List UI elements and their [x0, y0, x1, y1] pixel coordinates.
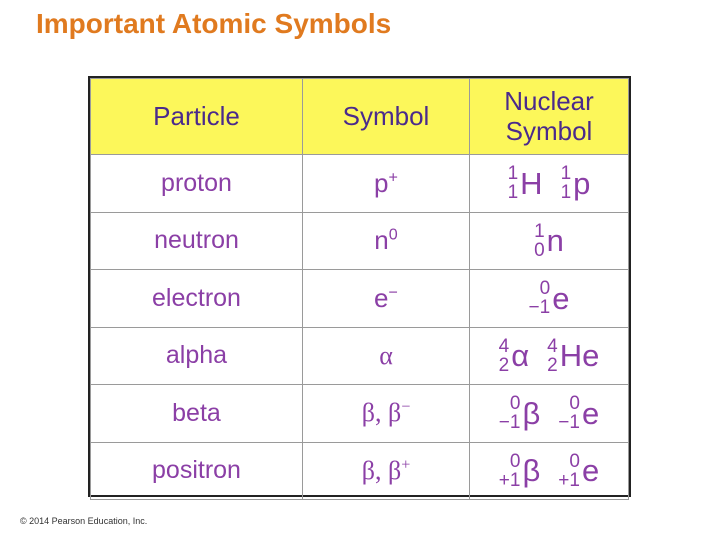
header-particle: Particle: [91, 79, 303, 155]
nuclear-notation: [534, 222, 564, 260]
mass-number: 1: [560, 163, 572, 185]
mass-number: 4: [547, 335, 558, 357]
element-symbol: β: [522, 453, 541, 489]
symbol-base: β, β: [361, 398, 402, 428]
table-header-row: [91, 79, 629, 155]
atomic-number: −1: [498, 412, 521, 434]
table-row-beta: [91, 385, 629, 443]
particle-name: proton: [91, 155, 303, 213]
mass-atomic-stack: [561, 164, 572, 202]
particle-symbol: [303, 442, 470, 500]
atomic-number: 0: [534, 239, 545, 261]
particle-name: electron: [91, 270, 303, 328]
element-symbol: He: [559, 338, 600, 374]
mass-atomic-stack: [547, 337, 558, 375]
symbol-base: α: [379, 340, 393, 370]
nuclear-symbol-cell: [470, 327, 629, 385]
mass-number: 0: [509, 450, 521, 472]
atomic-number: 2: [547, 354, 558, 376]
symbol-base: p: [374, 167, 389, 198]
mass-number: 1: [534, 220, 545, 242]
nuclear-notation: [508, 164, 543, 202]
table-row-neutron: [91, 212, 629, 270]
atomic-number: −1: [528, 297, 551, 319]
mass-number: 4: [498, 335, 510, 357]
mass-number: 0: [569, 393, 580, 415]
nuclear-symbol-cell: [470, 212, 629, 270]
symbol-base: e: [374, 282, 389, 313]
nuclear-symbol-cell: [470, 442, 629, 500]
element-symbol: e: [581, 395, 600, 431]
particle-symbol: [303, 327, 470, 385]
particle-name: positron: [91, 442, 303, 500]
nuclear-symbol-cell: [470, 385, 629, 443]
copyright-credit: © 2014 Pearson Education, Inc.: [20, 516, 148, 526]
mass-atomic-stack: [508, 164, 519, 202]
nuclear-notation: [561, 164, 591, 202]
table-row-electron: [91, 270, 629, 328]
element-symbol: p: [573, 165, 591, 201]
mass-atomic-stack: [499, 452, 521, 490]
atomic-number: 1: [507, 182, 519, 204]
symbol-charge: 0: [388, 225, 398, 244]
particle-name: neutron: [91, 212, 303, 270]
table-row-positron: [91, 442, 629, 500]
mass-atomic-stack: [499, 394, 521, 432]
mass-atomic-stack: [529, 279, 551, 317]
nuclear-symbol-cell: [470, 270, 629, 328]
nuclear-notation: [547, 337, 599, 375]
mass-atomic-stack: [558, 394, 580, 432]
atomic-number: 2: [498, 354, 510, 376]
atomic-number: +1: [558, 469, 580, 491]
nuclear-notation: [499, 452, 541, 490]
table-row-proton: [91, 155, 629, 213]
particle-symbol: [303, 212, 470, 270]
element-symbol: α: [511, 338, 530, 374]
element-symbol: n: [546, 223, 564, 259]
symbol-charge: −: [388, 283, 398, 302]
header-nuclear-line2: Symbol: [505, 115, 593, 146]
symbol-base: β, β: [361, 455, 402, 485]
particle-symbol: [303, 270, 470, 328]
symbol-charge: +: [388, 168, 398, 187]
mass-number: 0: [509, 393, 521, 415]
mass-atomic-stack: [534, 222, 545, 260]
mass-atomic-stack: [499, 337, 510, 375]
nuclear-notation: [499, 337, 530, 375]
particle-name: beta: [91, 385, 303, 443]
nuclear-notation: [499, 394, 541, 432]
header-symbol: Symbol: [303, 79, 470, 155]
mass-number: 0: [539, 278, 551, 300]
table-row-alpha: [91, 327, 629, 385]
atomic-number: −1: [558, 412, 580, 434]
mass-atomic-stack: [558, 452, 580, 490]
element-symbol: β: [522, 395, 541, 431]
particle-name: alpha: [91, 327, 303, 385]
atomic-number: +1: [498, 469, 521, 491]
slide-title: Important Atomic Symbols: [36, 8, 392, 39]
element-symbol: e: [581, 453, 600, 489]
particle-symbol: [303, 155, 470, 213]
mass-number: 0: [569, 450, 580, 472]
atomic-number: 1: [560, 182, 572, 204]
particle-symbol: [303, 385, 470, 443]
symbol-charge: +: [401, 456, 411, 474]
nuclear-symbol-cell: [470, 155, 629, 213]
header-nuclear-symbol: [470, 79, 629, 155]
symbol-base: n: [374, 225, 389, 256]
nuclear-notation: [558, 452, 599, 490]
nuclear-notation: [529, 279, 570, 317]
nuclear-notation: [558, 394, 599, 432]
mass-number: 1: [507, 163, 519, 185]
atomic-symbols-table: [88, 76, 631, 497]
symbol-charge: −: [401, 398, 411, 416]
element-symbol: H: [520, 165, 543, 201]
header-nuclear-line1: Nuclear: [504, 85, 594, 116]
element-symbol: e: [552, 280, 570, 316]
